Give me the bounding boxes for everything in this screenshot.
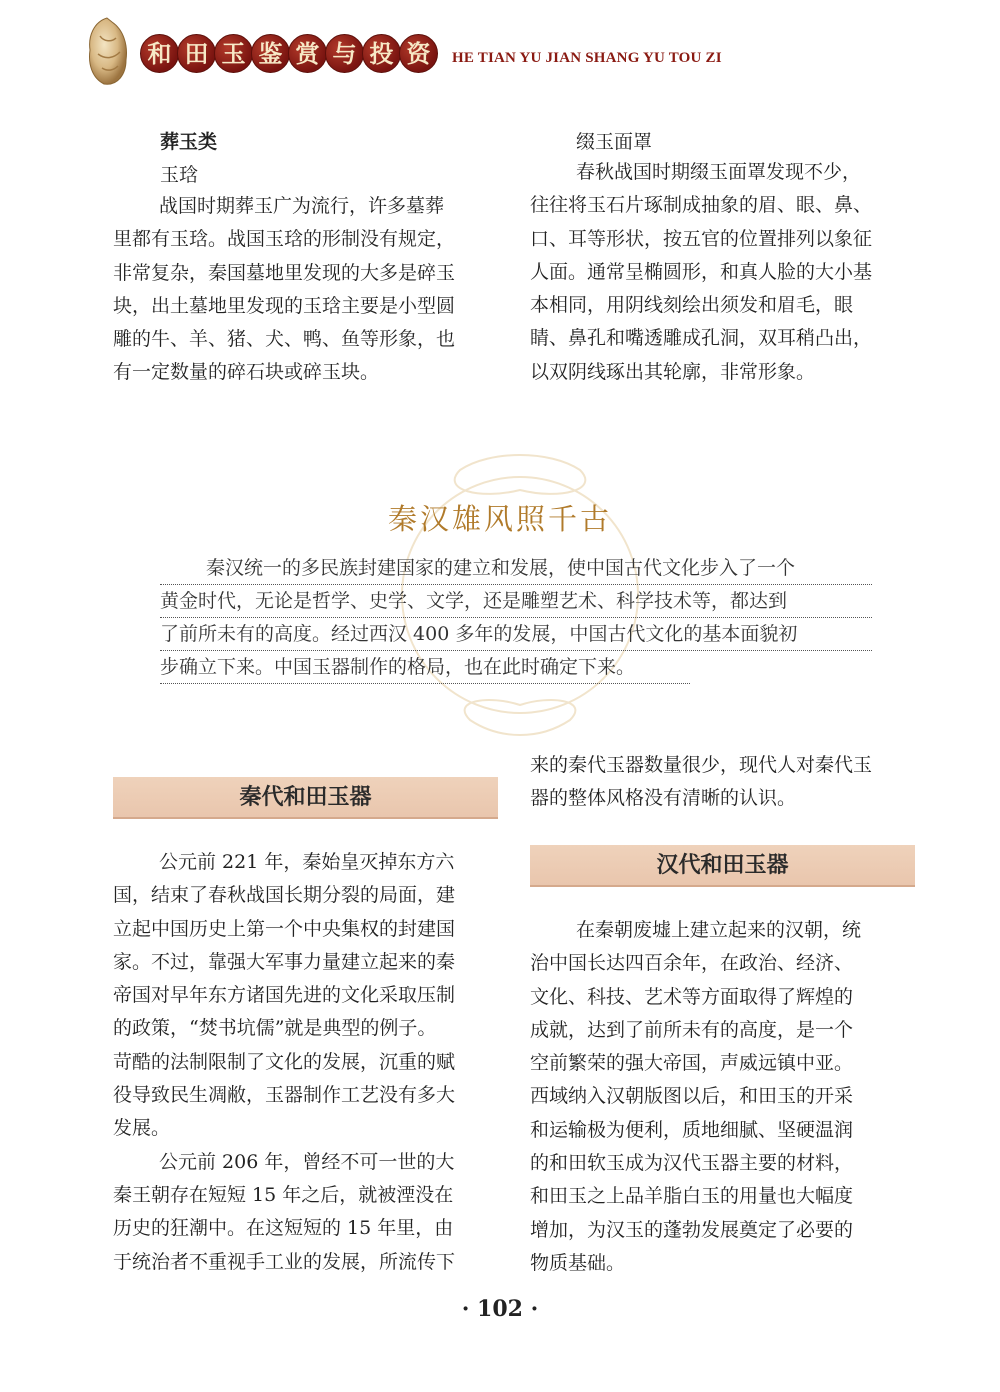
subheading-mask: 缀玉面罩 <box>576 131 653 153</box>
title-char: 玉 <box>214 34 253 73</box>
text-line: 口、耳等形状，按五官的位置排列以象征 <box>530 227 873 250</box>
intro-line: 步确立下来。中国玉器制作的格局，也在此时确定下来。 <box>160 651 690 684</box>
text-line: 家。不过，靠强大军事力量建立起来的秦 <box>113 950 456 973</box>
text-line: 往往将玉石片琢制成抽象的眉、眼、鼻、 <box>530 194 873 217</box>
text-line: 里都有玉琀。战国玉琀的形制没有规定， <box>113 228 456 251</box>
text-line: 来的秦代玉器数量很少，现代人对秦代玉 <box>530 754 873 776</box>
title-char: 鉴 <box>251 34 290 73</box>
page-number: · 102 · <box>461 1296 539 1322</box>
text-line: 物质基础。 <box>530 1251 626 1274</box>
text-line: 增加，为汉玉的蓬勃发展奠定了必要的 <box>530 1218 854 1241</box>
text-line: 器的整体风格没有清晰的认识。 <box>530 787 797 810</box>
heading-qin: 秦代和田玉器 <box>113 777 498 819</box>
intro-line: 黄金时代，无论是哲学、史学、文学，还是雕塑艺术、科学技术等，都达到 <box>160 585 872 618</box>
text-line: 役导致民生凋敝，玉器制作工艺没有多大 <box>113 1084 456 1107</box>
title-char: 田 <box>177 34 216 73</box>
title-char: 赏 <box>288 34 327 73</box>
text-line: 立起中国历史上第一个中央集权的封建国 <box>113 917 456 940</box>
text-line: 春秋战国时期缀玉面罩发现不少， <box>576 161 862 183</box>
text-line: 块，出土墓地里发现的玉琀主要是小型圆 <box>113 294 456 317</box>
paragraph-qin-continued <box>530 749 920 816</box>
text-line: 非常复杂，秦国墓地里发现的大多是碎玉 <box>113 261 456 284</box>
paragraph-qin <box>113 846 503 1279</box>
text-line: 历史的狂潮中。在这短短的 15 年里，由 <box>113 1217 454 1240</box>
text-line: 西域纳入汉朝版图以后，和田玉的开采 <box>530 1085 854 1108</box>
title-char: 资 <box>399 34 438 73</box>
paragraph-han <box>530 914 920 1280</box>
text-line: 雕的牛、羊、猪、犬、鸭、鱼等形象，也 <box>113 328 456 351</box>
title-char: 和 <box>140 34 179 73</box>
intro-line: 秦汉统一的多民族封建国家的建立和发展，使中国古代文化步入了一个 <box>160 552 872 585</box>
text-line: 国，结束了春秋战国长期分裂的局面，建 <box>113 884 456 907</box>
book-title-pinyin: HE TIAN YU JIAN SHANG YU TOU ZI <box>452 50 722 66</box>
text-line: 发展。 <box>113 1117 171 1140</box>
book-title <box>140 34 436 73</box>
text-line: 的和田软玉成为汉代玉器主要的材料， <box>530 1152 854 1175</box>
title-char: 与 <box>325 34 364 73</box>
category-heading: 葬玉类 <box>160 131 218 153</box>
text-line: 帝国对早年东方诸国先进的文化采取压制 <box>113 984 456 1007</box>
subheading-yuhan: 玉琀 <box>160 164 199 186</box>
text-line: 人面。通常呈椭圆形，和真人脸的大小基 <box>530 260 873 283</box>
text-line: 公元前 221 年，秦始皇灭掉东方六 <box>159 851 455 873</box>
intro-line: 了前所未有的高度。经过西汉 400 多年的发展，中国古代文化的基本面貌初 <box>160 618 872 651</box>
text-line: 战国时期葬玉广为流行，许多墓葬 <box>159 195 445 217</box>
section-intro <box>160 552 872 684</box>
text-line: 公元前 206 年，曾经不可一世的大 <box>159 1150 455 1173</box>
text-line: 治中国长达四百余年，在政治、经济、 <box>530 952 854 975</box>
text-line: 本相同，用阴线刻绘出须发和眉毛，眼 <box>530 294 854 317</box>
text-line: 睛、鼻孔和嘴透雕成孔洞，双耳稍凸出， <box>530 327 873 350</box>
text-line: 和运输极为便利，质地细腻、坚硬温润 <box>530 1118 854 1141</box>
page-header <box>0 0 1000 100</box>
text-line: 于统治者不重视手工业的发展，所流传下 <box>113 1250 456 1273</box>
text-line: 在秦朝废墟上建立起来的汉朝，统 <box>576 919 862 941</box>
section-title: 秦汉雄风照千古 <box>387 502 612 536</box>
text-line: 苛酷的法制限制了文化的发展，沉重的赋 <box>113 1050 456 1073</box>
jade-carving-icon <box>82 16 132 86</box>
text-line: 文化、科技、艺术等方面取得了辉煌的 <box>530 985 854 1008</box>
text-line: 成就，达到了前所未有的高度，是一个 <box>530 1018 854 1041</box>
text-line: 的政策，“焚书坑儒”就是典型的例子。 <box>113 1017 437 1040</box>
heading-han: 汉代和田玉器 <box>530 845 915 887</box>
text-line: 秦王朝存在短短 15 年之后，就被湮没在 <box>113 1183 454 1206</box>
text-line: 和田玉之上品羊脂白玉的用量也大幅度 <box>530 1185 854 1208</box>
title-char: 投 <box>362 34 401 73</box>
text-line: 空前繁荣的强大帝国，声威远镇中亚。 <box>530 1052 854 1075</box>
text-line: 以双阴线琢出其轮廓，非常形象。 <box>530 360 816 383</box>
paragraph-mask <box>530 156 920 389</box>
paragraph-yuhan <box>113 190 503 390</box>
text-line: 有一定数量的碎石块或碎玉块。 <box>113 361 380 384</box>
